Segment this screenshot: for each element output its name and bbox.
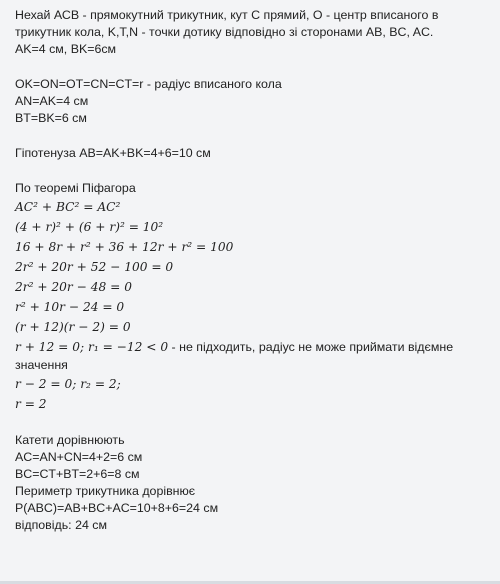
pythagoras-title: По теоремі Піфагора [15, 181, 136, 195]
spacer [15, 58, 490, 76]
equation-8-math: r + 12 = 0; r₁ = −12 < 0 [15, 340, 169, 354]
problem-statement-line-2: трикутник кола, K,T,N - точки дотику відповідно зі сторонами AB, BC, AC. [15, 25, 434, 39]
spacer [15, 127, 490, 145]
equation-6: r² + 10r − 24 = 0 [15, 300, 125, 314]
tangent-an: AN=AK=4 см [15, 94, 89, 108]
equation-10: r = 2 [15, 397, 47, 411]
equation-1: AC² + BC² = AC² [15, 200, 121, 214]
problem-statement-line-1: Нехай АСВ - прямокутний трикутник, кут С прямий, О - центр вписаного в [15, 8, 439, 22]
tangent-bt: BT=BK=6 см [15, 111, 87, 125]
equation-3: 16 + 8r + r² + 36 + 12r + r² = 100 [15, 240, 234, 254]
leg-ac: AC=AN+CN=4+2=6 см [15, 450, 143, 464]
spacer [15, 162, 490, 180]
equation-5: 2r² + 20r − 48 = 0 [15, 280, 132, 294]
perimeter-title: Периметр трикутника дорівнює [15, 484, 196, 498]
equation-2: (4 + r)² + (6 + r)² = 10² [15, 220, 164, 234]
given-values: AK=4 см, BK=6см [15, 42, 117, 56]
legs-title: Катети дорівнюють [15, 433, 125, 447]
final-answer: відповідь: 24 см [15, 518, 108, 532]
equation-4: 2r² + 20r + 52 − 100 = 0 [15, 260, 174, 274]
equation-7: (r + 12)(r − 2) = 0 [15, 320, 131, 334]
equation-9: r − 2 = 0; r₂ = 2; [15, 377, 121, 391]
equation-8 [15, 337, 490, 357]
radius-definition: OK=ON=OT=CN=CT=r - радіус вписаного кола [15, 77, 282, 91]
perimeter-value: P(ABC)=AB+BC+AC=10+8+6=24 см [15, 501, 219, 515]
hypotenuse-line: Гіпотенуза AB=AK+BK=4+6=10 см [15, 146, 211, 160]
equation-8-note: - не підходить, радіус не може приймати відємне [168, 340, 454, 354]
leg-bc: BC=CT+BT=2+6=8 см [15, 467, 140, 481]
spacer [15, 414, 490, 432]
equation-8-note-continued: значення [15, 358, 68, 372]
